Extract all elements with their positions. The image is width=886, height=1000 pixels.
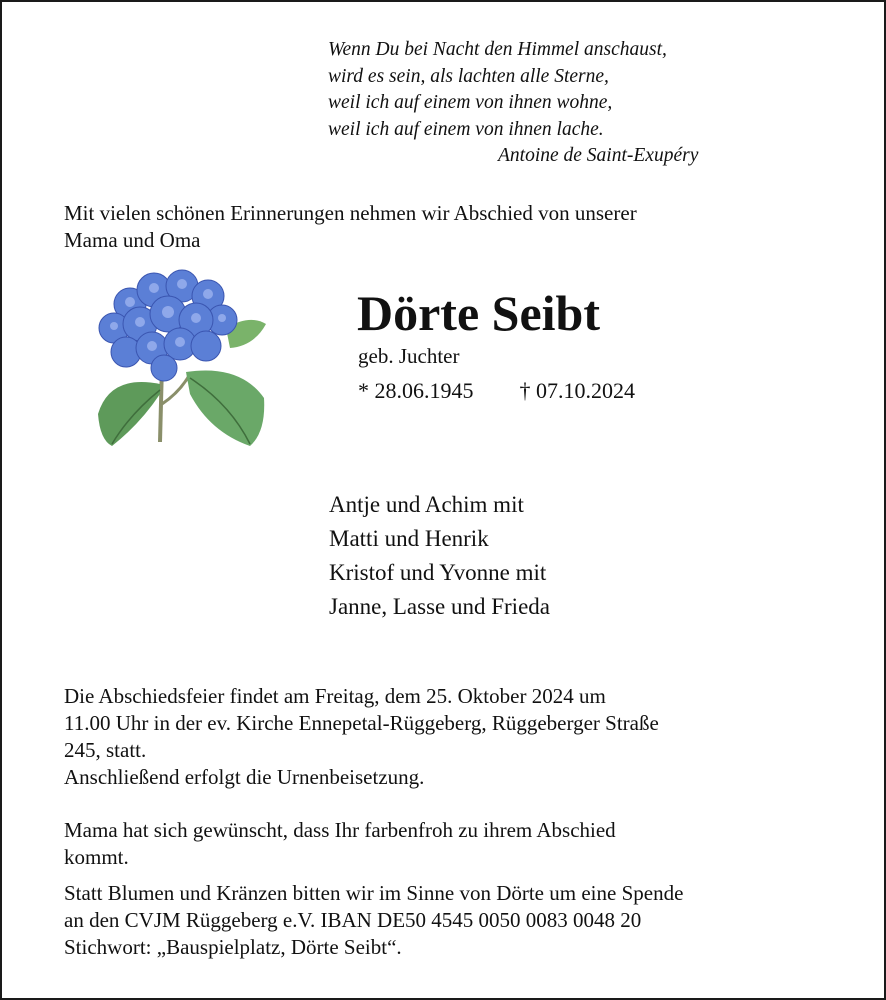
family-line: Antje und Achim mit: [329, 492, 524, 517]
intro-line: Mama und Oma: [64, 228, 201, 252]
ceremony-line: 245, statt.: [64, 738, 147, 762]
donation-line: an den CVJM Rüggeberg e.V. IBAN DE50 4545 0050 0083 0048 20: [64, 908, 642, 932]
poem-line: wird es sein, als lachten alle Sterne,: [328, 65, 609, 87]
hydrangea-flower-icon: [90, 264, 270, 448]
ceremony-line: Die Abschiedsfeier findet am Freitag, dem 25. Oktober 2024 um: [64, 684, 606, 708]
wish-line: Mama hat sich gewünscht, dass Ihr farbenfroh zu ihrem Abschied: [64, 818, 616, 842]
poem-author: Antoine de Saint-Exupéry: [498, 145, 699, 166]
intro-text: [64, 200, 824, 254]
ceremony-info: [64, 683, 834, 791]
ceremony-line: 11.00 Uhr in der ev. Kirche Ennepetal-Rüggeberg, Rüggeberger Straße: [64, 711, 659, 735]
death-date: † 07.10.2024: [519, 378, 635, 403]
donation-info: [64, 880, 854, 961]
ceremony-line: Anschließend erfolgt die Urnenbeisetzung.: [64, 765, 425, 789]
poem-line: weil ich auf einem von ihnen wohne,: [328, 92, 613, 113]
poem-line: Wenn Du bei Nacht den Himmel anschaust,: [328, 39, 667, 60]
poem: [328, 37, 698, 170]
donation-line: Statt Blumen und Kränzen bitten wir im Sinne von Dörte um eine Spende: [64, 881, 684, 905]
life-dates: [358, 377, 635, 405]
poem-line: weil ich auf einem von ihnen lache.: [328, 118, 604, 140]
family-signatures: [329, 488, 550, 624]
birth-date: * 28.06.1945: [358, 378, 474, 403]
birth-name: geb. Juchter: [358, 344, 460, 368]
deceased-name: Dörte Seibt: [357, 285, 600, 341]
donation-line: Stichwort: „Bauspielplatz, Dörte Seibt“.: [64, 935, 402, 959]
family-line: Matti und Henrik: [329, 526, 489, 551]
family-line: Kristof und Yvonne mit: [329, 560, 547, 585]
wish-line: kommt.: [64, 845, 129, 869]
family-line: Janne, Lasse und Frieda: [329, 594, 550, 619]
wish-text: [64, 817, 834, 871]
intro-line: Mit vielen schönen Erinnerungen nehmen wir Abschied von unserer: [64, 201, 637, 225]
